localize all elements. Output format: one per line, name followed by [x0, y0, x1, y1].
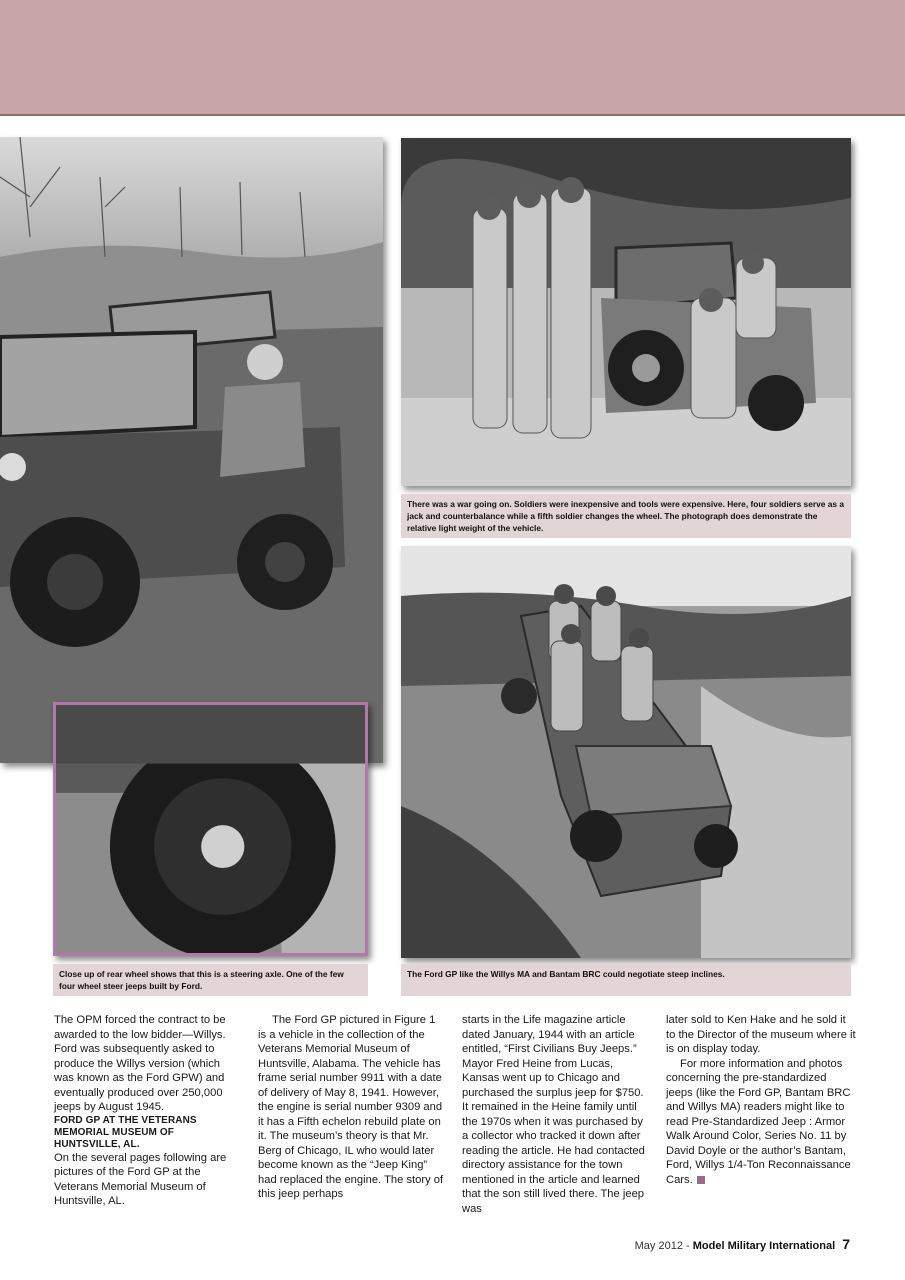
photo-jeep-driving — [0, 137, 383, 763]
section-heading: FORD GP AT THE VETERANS MEMORIAL MUSEUM OF HUNTSVILLE, AL. — [54, 1114, 197, 1150]
caption-soldiers: There was a war going on. Soldiers were inexpensive and tools were expensive. Here, four soldiers serve as a jack and counterbalance while a fifth soldier changes the wheel. The photograph does demonstrate the relative light weight of the vehicle. — [401, 494, 851, 538]
header-band — [0, 0, 905, 116]
footer-issue: May 2012 - — [634, 1240, 693, 1252]
page-footer — [635, 1236, 850, 1252]
article-paragraph: The OPM forced the contract to be awarded to the low bidder—Willys. Ford was subsequently asked to produce the Willys version (which was known as the Ford GPW) and eventually produced over 250,000 jeeps by August 1945. — [54, 1014, 226, 1113]
article-paragraph: later sold to Ken Hake and he sold it to the Director of the museum where it is on display today. — [666, 1014, 856, 1055]
footer-magazine: Model Military International — [692, 1240, 836, 1252]
photo-jeep-incline — [401, 546, 851, 958]
photo-soldiers-changing-wheel — [401, 138, 851, 486]
article-column-3 — [462, 1013, 648, 1216]
caption-incline: The Ford GP like the Willys MA and Bantam BRC could negotiate steep inclines. — [401, 964, 851, 996]
article-paragraph: For more information and photos concerning the pre-standardized jeeps (like the Ford GP, Bantam BRC and Willys MA) readers might like to read Pre-Standardized Jeep : Armor Walk Around Color, Series No. 11 by David Doyle or the author’s Bantam, Ford, Willys 1/4-Ton Reconnaissance Cars. — [666, 1057, 851, 1186]
article-paragraph: On the several pages following are pictures of the Ford GP at the Veterans Memorial Museum of Huntsville, AL. — [54, 1151, 227, 1207]
article-paragraph-final — [666, 1057, 856, 1188]
article-paragraph: The Ford GP pictured in Figure 1 is a vehicle in the collection of the Veterans Memorial Museum of Huntsville, Alabama. The vehicle has frame serial number 9911 with a date of delivery of May 8, 1941. However, the engine is serial number 9309 and it has a Fifth echelon rebuild plate on it. The museum’s theory is that Mr. Berg of Chicago, IL who would later become known as the “Jeep King” had replaced the engine. The story of this jeep perhaps — [258, 1014, 444, 1200]
end-mark-icon — [697, 1176, 705, 1184]
article-column-4 — [666, 1013, 856, 1187]
article-paragraph: starts in the Life magazine article dated January, 1944 with an article entitled, “First Civilians Buy Jeeps.” Mayor Fred Heine from Lucas, Kansas went up to Chicago and purchased the surplus jeep for $750. It remained in the Heine family until the 1970s when it was purchased by a collector who tracked it down after reading the article. He had contacted directory assistance for the town mentioned in the article and learned that the son still lived there. The jeep was — [462, 1014, 645, 1215]
caption-rear-wheel: Close up of rear wheel shows that this is a steering axle. One of the few four wheel steer jeeps built by Ford. — [53, 964, 368, 996]
photo-rear-wheel-closeup — [53, 702, 368, 956]
article-column-1 — [54, 1013, 240, 1209]
page-number: 7 — [842, 1236, 850, 1252]
article-column-2 — [258, 1013, 444, 1202]
